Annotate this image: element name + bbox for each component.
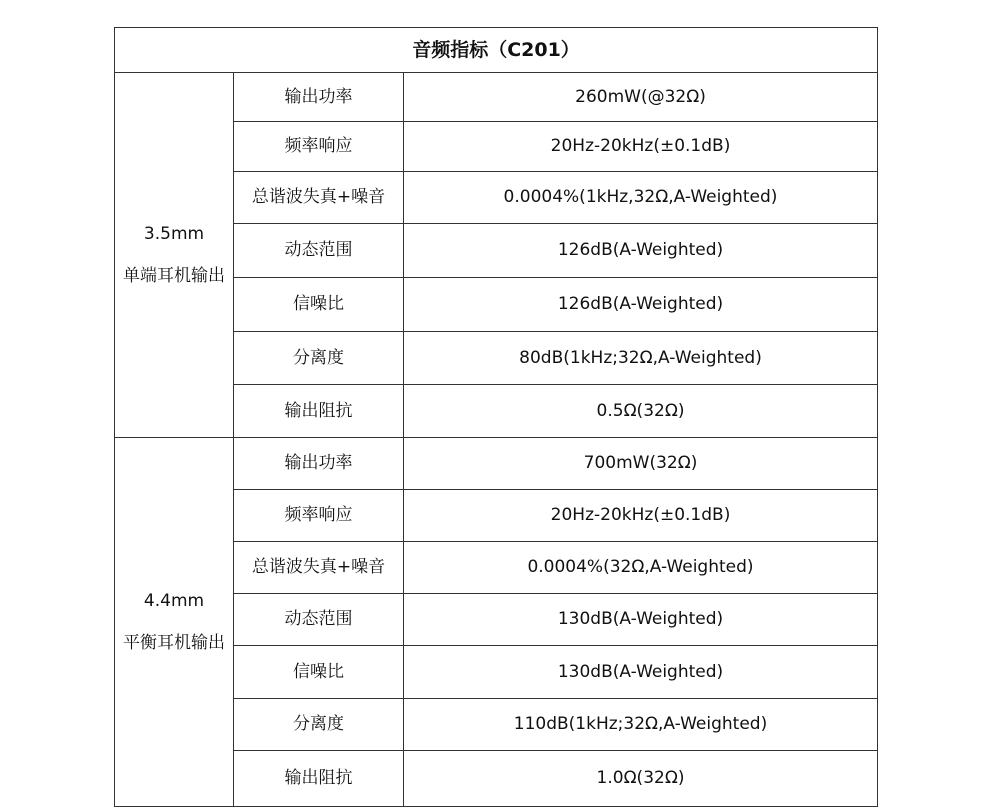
param-cell: 总谐波失真+噪音 [234, 542, 404, 594]
group-label-35mm [115, 73, 234, 438]
value-cell: 1.0Ω(32Ω) [404, 751, 878, 807]
param-cell: 信噪比 [234, 646, 404, 699]
group-size-label: 4.4mm [143, 590, 205, 611]
table-row [115, 73, 878, 122]
value-cell: 126dB(A-Weighted) [404, 278, 878, 332]
param-cell: 分离度 [234, 332, 404, 385]
group-type-label: 单端耳机输出 [123, 266, 225, 286]
param-cell: 输出功率 [234, 438, 404, 490]
value-cell: 110dB(1kHz;32Ω,A-Weighted) [404, 699, 878, 751]
value-cell: 130dB(A-Weighted) [404, 646, 878, 699]
param-cell: 频率响应 [234, 490, 404, 542]
param-cell: 分离度 [234, 699, 404, 751]
group-label-44mm [115, 438, 234, 807]
group-size-label: 3.5mm [143, 223, 205, 244]
value-cell: 260mW(@32Ω) [404, 73, 878, 122]
param-cell: 总谐波失真+噪音 [234, 172, 404, 224]
value-cell: 0.5Ω(32Ω) [404, 385, 878, 438]
param-cell: 动态范围 [234, 224, 404, 278]
value-cell: 126dB(A-Weighted) [404, 224, 878, 278]
param-cell: 频率响应 [234, 122, 404, 172]
value-cell: 0.0004%(32Ω,A-Weighted) [404, 542, 878, 594]
param-cell: 动态范围 [234, 594, 404, 646]
audio-spec-table [114, 27, 878, 807]
value-cell: 0.0004%(1kHz,32Ω,A-Weighted) [404, 172, 878, 224]
value-cell: 700mW(32Ω) [404, 438, 878, 490]
value-cell: 20Hz-20kHz(±0.1dB) [404, 122, 878, 172]
table-title: 音频指标（C201） [115, 28, 878, 73]
group-type-label: 平衡耳机输出 [123, 633, 225, 653]
value-cell: 20Hz-20kHz(±0.1dB) [404, 490, 878, 542]
param-cell: 输出功率 [234, 73, 404, 122]
param-cell: 输出阻抗 [234, 751, 404, 807]
param-cell: 信噪比 [234, 278, 404, 332]
table-title-row [115, 28, 878, 73]
table-row [115, 438, 878, 490]
param-cell: 输出阻抗 [234, 385, 404, 438]
value-cell: 130dB(A-Weighted) [404, 594, 878, 646]
value-cell: 80dB(1kHz;32Ω,A-Weighted) [404, 332, 878, 385]
